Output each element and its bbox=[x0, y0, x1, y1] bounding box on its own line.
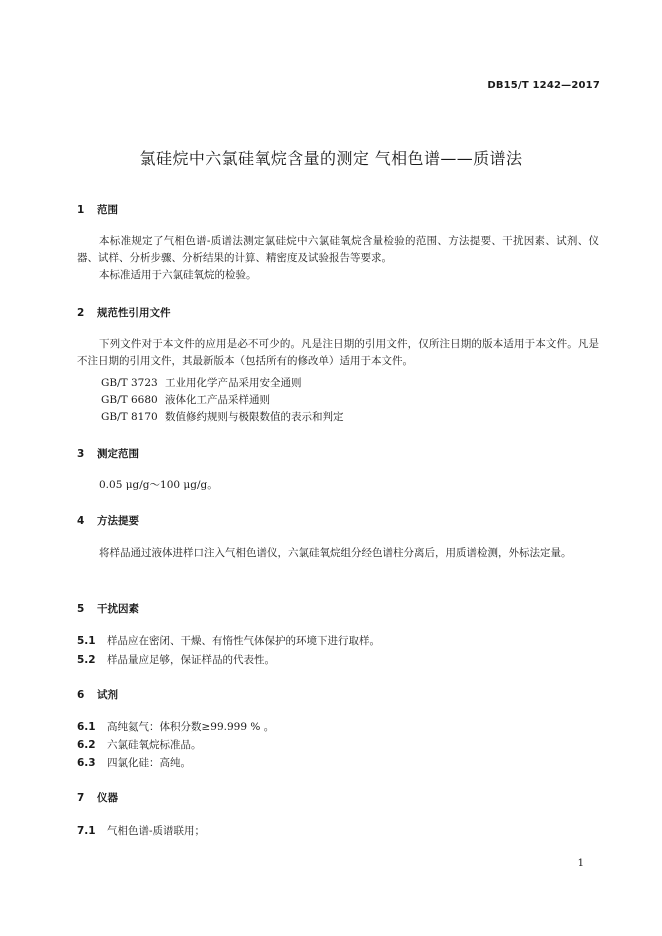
reference-code: GB/T 6680 bbox=[101, 394, 158, 406]
subclause-text: 六氯硅氧烷标准品。 bbox=[107, 739, 202, 751]
subclause-number: 7.1 bbox=[77, 825, 96, 837]
document-title: 氯硅烷中六氯硅氧烷含量的测定 气相色谱——质谱法 bbox=[139, 149, 523, 168]
subclause-item bbox=[77, 737, 202, 752]
section-title: 测定范围 bbox=[97, 448, 139, 460]
reference-item bbox=[101, 409, 344, 424]
subclause-item bbox=[77, 719, 274, 734]
section-4-paragraph-1: 将样品通过液体进样口注入气相色谱仪，六氯硅氧烷组分经色谱柱分离后，用质谱检测，外标法定量。 bbox=[99, 547, 572, 559]
reference-name: 液体化工产品采样通则 bbox=[165, 394, 270, 406]
section-number: 6 bbox=[77, 689, 85, 701]
reference-item bbox=[101, 375, 302, 390]
section-title: 方法提要 bbox=[97, 515, 139, 527]
subclause-item bbox=[77, 823, 205, 838]
section-2-heading bbox=[77, 305, 171, 320]
section-title: 干扰因素 bbox=[97, 603, 139, 615]
section-title: 仪器 bbox=[97, 792, 118, 804]
section-1-paragraph-1: 本标准规定了气相色谱-质谱法测定氯硅烷中六氯硅氧烷含量检验的范围、方法提要、干扰因素、试剂、仪器、试样、分析步骤、分析结果的计算、精密度及试验报告等要求。 bbox=[77, 235, 599, 264]
reference-name: 工业用化学产品采用安全通则 bbox=[165, 377, 302, 389]
section-3-paragraph-1: 0.05 μg/g～100 μg/g。 bbox=[99, 479, 218, 491]
subclause-item bbox=[77, 652, 275, 667]
subclause-text: 四氯化硅：高纯。 bbox=[107, 757, 191, 769]
reference-code: GB/T 8170 bbox=[101, 411, 158, 423]
reference-name: 数值修约规则与极限数值的表示和判定 bbox=[165, 411, 344, 423]
section-number: 5 bbox=[77, 603, 85, 615]
section-title: 规范性引用文件 bbox=[97, 307, 171, 319]
section-1-paragraph-2: 本标准适用于六氯硅氧烷的检验。 bbox=[99, 269, 257, 281]
subclause-text: 气相色谱-质谱联用； bbox=[107, 825, 206, 837]
section-title: 试剂 bbox=[97, 689, 118, 701]
section-number: 3 bbox=[77, 448, 85, 460]
subclause-item bbox=[77, 755, 191, 770]
section-number: 4 bbox=[77, 515, 85, 527]
subclause-number: 6.2 bbox=[77, 739, 96, 751]
subclause-number: 6.1 bbox=[77, 721, 96, 733]
section-title: 范围 bbox=[97, 204, 118, 216]
section-5-heading bbox=[77, 601, 139, 616]
page-number: 1 bbox=[577, 858, 584, 869]
section-number: 1 bbox=[77, 204, 85, 216]
subclause-number: 5.1 bbox=[77, 635, 96, 647]
subclause-text: 样品应在密闭、干燥、有惰性气体保护的环境下进行取样。 bbox=[107, 635, 380, 647]
reference-item bbox=[101, 392, 270, 407]
section-6-heading bbox=[77, 687, 118, 702]
subclause-number: 6.3 bbox=[77, 757, 96, 769]
section-2-paragraph-1: 下列文件对于本文件的应用是必不可少的。凡是注日期的引用文件，仅所注日期的版本适用于本文件。凡是不注日期的引用文件，其最新版本（包括所有的修改单）适用于本文件。 bbox=[77, 338, 599, 367]
section-number: 7 bbox=[77, 792, 85, 804]
section-7-heading bbox=[77, 790, 118, 805]
subclause-number: 5.2 bbox=[77, 654, 96, 666]
section-1-heading bbox=[77, 202, 118, 217]
document-id: DB15/T 1242—2017 bbox=[487, 80, 600, 91]
section-number: 2 bbox=[77, 307, 85, 319]
subclause-text: 样品量应足够，保证样品的代表性。 bbox=[107, 654, 275, 666]
subclause-item bbox=[77, 633, 380, 648]
reference-code: GB/T 3723 bbox=[101, 377, 158, 389]
section-4-heading bbox=[77, 513, 139, 528]
section-3-heading bbox=[77, 446, 139, 461]
subclause-text: 高纯氦气：体积分数≥99.999 % 。 bbox=[107, 721, 275, 733]
